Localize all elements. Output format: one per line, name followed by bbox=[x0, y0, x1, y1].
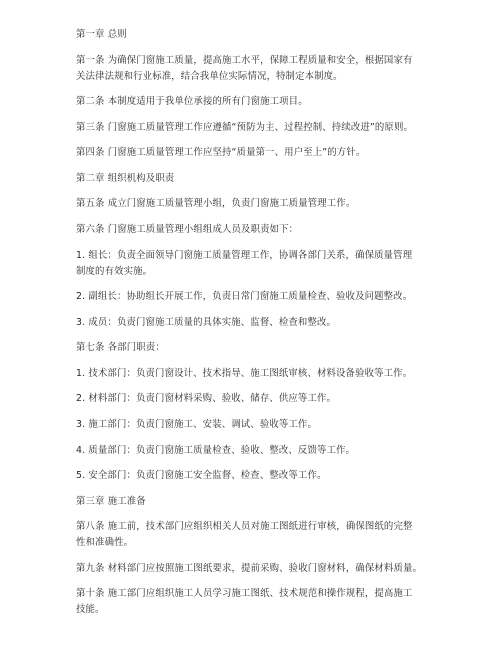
dept-item-1: 1. 技术部门：负责门窗设计、技术指导、施工图纸审核、材料设备验收等工作。 bbox=[76, 368, 413, 379]
article-5: 第五条 成立门窗施工质量管理小组，负责门窗施工质量管理工作。 bbox=[76, 198, 356, 209]
dept-item-3: 3. 施工部门：负责门窗施工、安装、调试、验收等工作。 bbox=[76, 419, 317, 430]
chapter-1-heading: 第一章 总则 bbox=[76, 29, 127, 40]
list-item-1-line-1: 1. 组长：负责全面领导门窗施工质量管理工作，协调各部门关系，确保质量管理 bbox=[76, 250, 413, 261]
list-item-2: 2. 副组长：协助组长开展工作，负责日常门窗施工质量检查、验收及问题整改。 bbox=[76, 291, 413, 302]
article-10-line-1: 第十条 施工部门应组织施工人员学习施工图纸、技术规范和操作规程，提高施工 bbox=[76, 588, 413, 599]
article-4: 第四条 门窗施工质量管理工作应坚持“质量第一、用户至上”的方针。 bbox=[76, 147, 366, 158]
dept-item-5: 5. 安全部门：负责门窗施工安全监督、检查、整改等工作。 bbox=[76, 470, 327, 481]
article-3: 第三条 门窗施工质量管理工作应遵循“预防为主、过程控制、持续改进”的原则。 bbox=[76, 122, 413, 133]
dept-item-2: 2. 材料部门：负责门窗材料采购、验收、储存、供应等工作。 bbox=[76, 393, 337, 404]
article-2: 第二条 本制度适用于我单位承接的所有门窗施工项目。 bbox=[76, 96, 308, 107]
article-9: 第九条 材料部门应按照施工图纸要求，提前采购、验收门窗材料，确保材料质量。 bbox=[76, 563, 423, 574]
article-6: 第六条 门窗施工质量管理小组组成人员及职责如下： bbox=[76, 224, 299, 235]
article-1-line-1: 第一条 为确保门窗施工质量，提高施工水平，保障工程质量和安全，根据国家有 bbox=[76, 55, 413, 66]
article-1-line-2: 关法律法规和行业标准，结合我单位实际情况，特制定本制度。 bbox=[76, 71, 343, 82]
article-8-line-1: 第八条 施工前，技术部门应组织相关人员对施工图纸进行审核，确保图纸的完整 bbox=[76, 521, 413, 532]
article-8-line-2: 性和准确性。 bbox=[76, 537, 134, 548]
dept-item-4: 4. 质量部门：负责门窗施工质量检查、验收、整改、反馈等工作。 bbox=[76, 445, 356, 456]
list-item-3: 3. 成员：负责门窗施工质量的具体实施、监督、检查和整改。 bbox=[76, 317, 337, 328]
chapter-2-heading: 第二章 组织机构及职责 bbox=[76, 173, 175, 184]
chapter-3-heading: 第三章 施工准备 bbox=[76, 496, 146, 507]
article-7: 第七条 各部门职责： bbox=[76, 342, 165, 353]
article-10-line-2: 技能。 bbox=[76, 604, 105, 615]
list-item-1-line-2: 制度的有效实施。 bbox=[76, 266, 153, 277]
